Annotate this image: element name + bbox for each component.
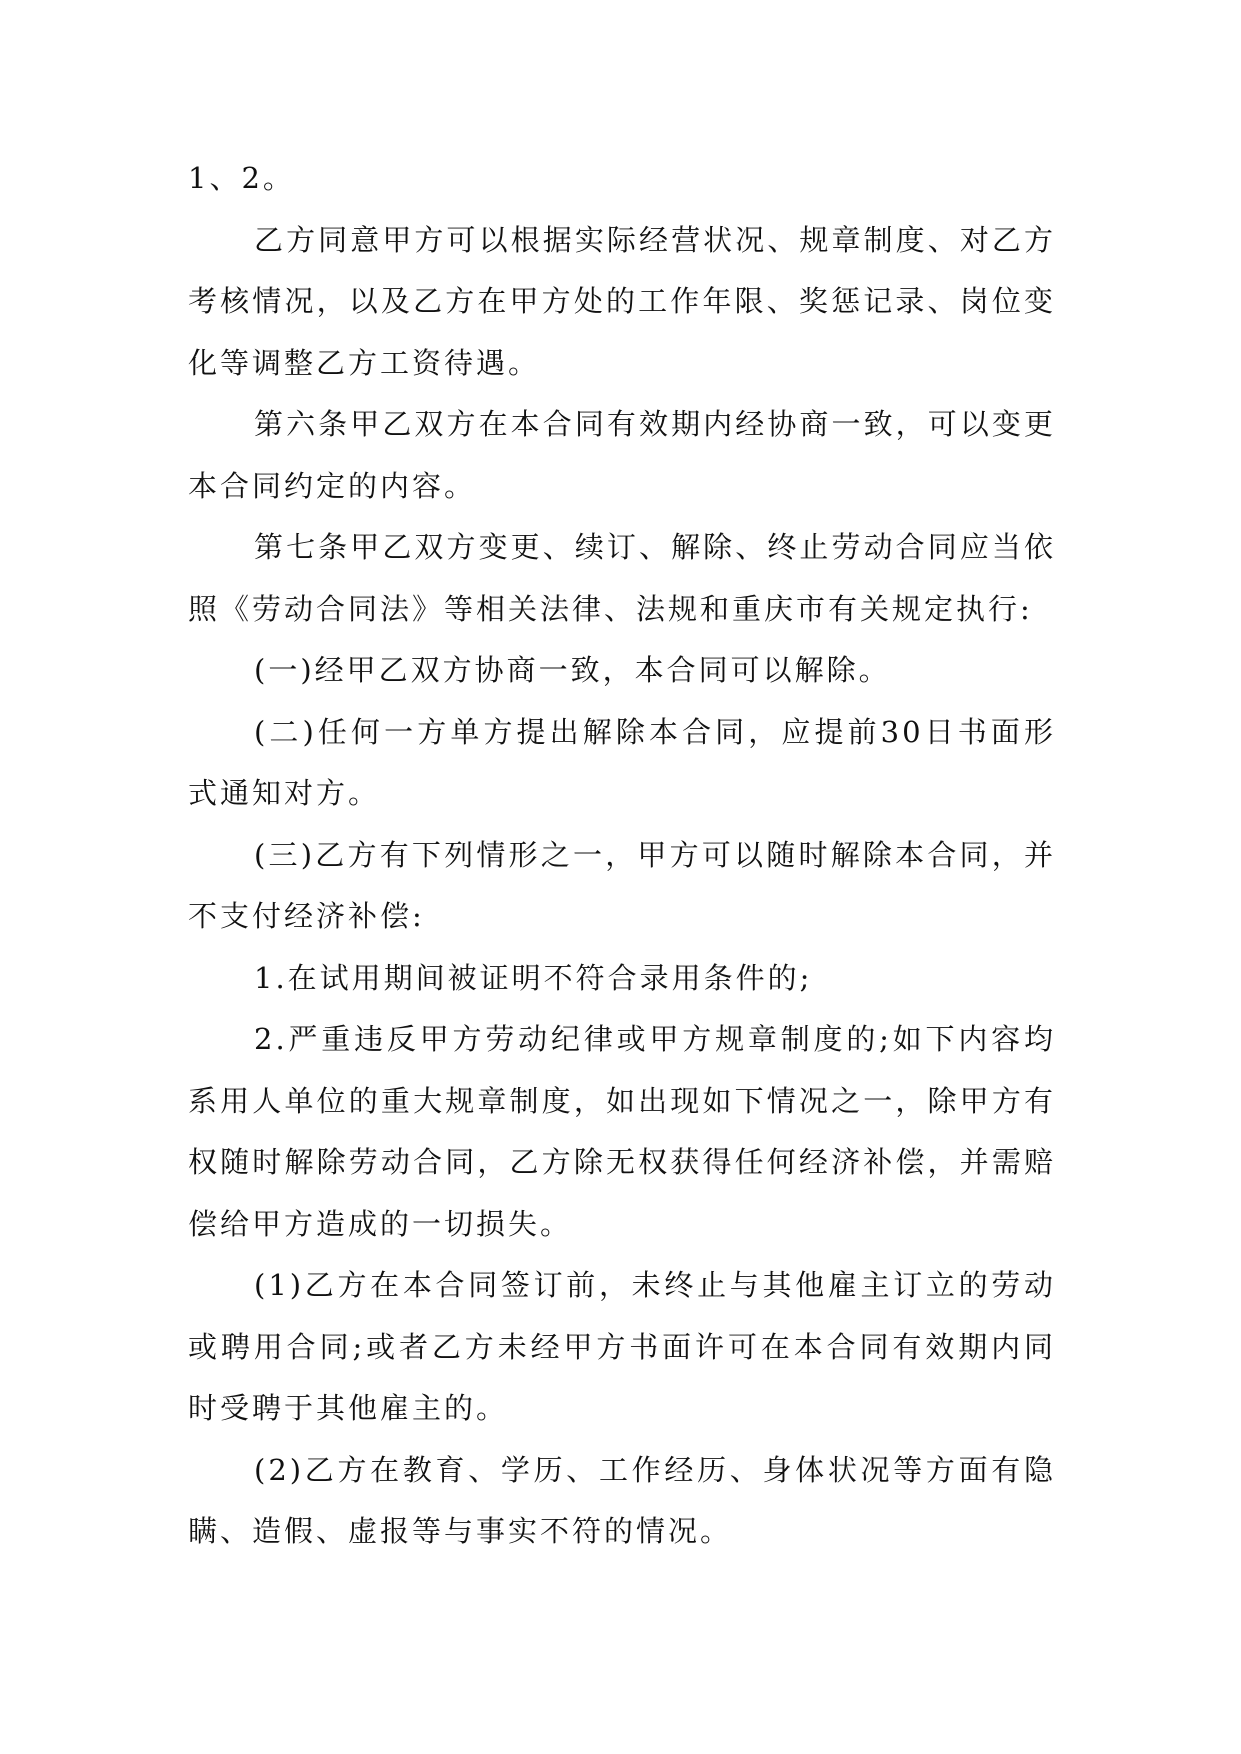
paragraph-subitem-2: (2)乙方在教育、学历、工作经历、身体状况等方面有隐瞒、造假、虚报等与事实不符的情况。 [188,1452,1056,1548]
paragraph-clause-2: (二)任何一方单方提出解除本合同，应提前30日书面形式通知对方。 [188,714,1056,810]
paragraph-article-6: 第六条甲乙双方在本合同有效期内经协商一致，可以变更本合同约定的内容。 [188,407,1056,503]
paragraph-1: 1、2。 [188,161,295,195]
paragraph-article-7: 第七条甲乙双方变更、续订、解除、终止劳动合同应当依照《劳动合同法》等相关法律、法规和重庆市有关规定执行: [188,530,1056,626]
paragraph-item-1: 1.在试用期间被证明不符合录用条件的; [254,960,813,995]
paragraph-subitem-1: (1)乙方在本合同签订前，未终止与其他雇主订立的劳动或聘用合同;或者乙方未经甲方书面许可在本合同有效期内同时受聘于其他雇主的。 [188,1268,1056,1425]
paragraph-clause-1: (一)经甲乙双方协商一致，本合同可以解除。 [254,653,891,687]
paragraph-2: 乙方同意甲方可以根据实际经营状况、规章制度、对乙方考核情况，以及乙方在甲方处的工作年限、奖惩记录、岗位变化等调整乙方工资待遇。 [188,222,1056,380]
document-body [188,148,1056,1563]
paragraph-item-2: 2.严重违反甲方劳动纪律或甲方规章制度的;如下内容均系用人单位的重大规章制度，如出现如下情况之一，除甲方有权随时解除劳动合同，乙方除无权获得任何经济补偿，并需赔偿给甲方造成的一切损失。 [188,1022,1056,1241]
paragraph-clause-3: (三)乙方有下列情形之一，甲方可以随时解除本合同，并不支付经济补偿: [188,837,1056,933]
